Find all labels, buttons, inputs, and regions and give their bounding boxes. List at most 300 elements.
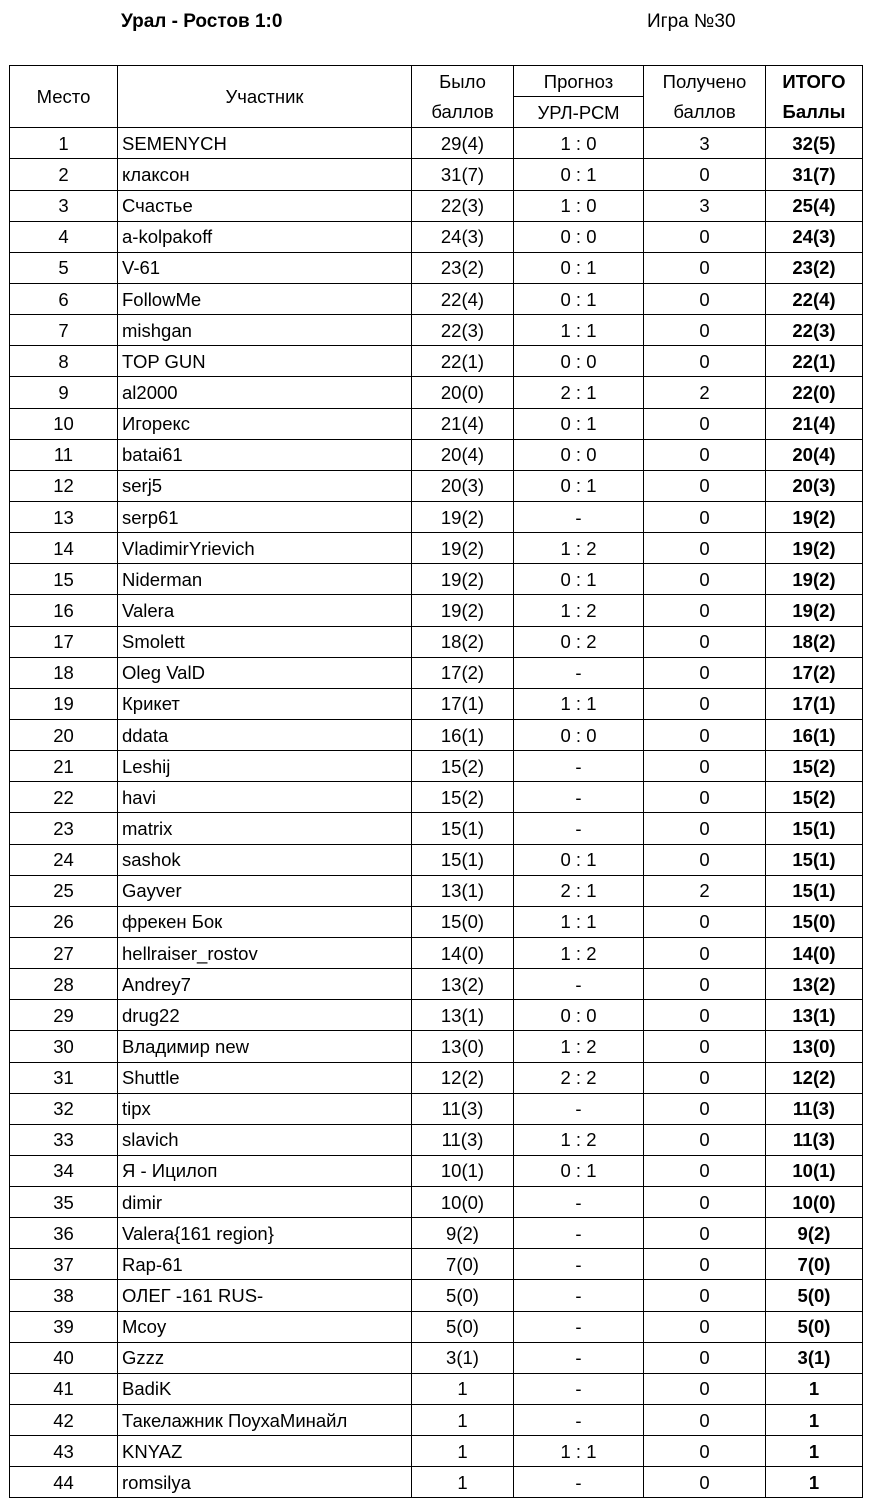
table-row (10, 564, 863, 595)
cell-received: 0 (644, 315, 766, 346)
cell-place: 9 (10, 377, 118, 408)
cell-was: 11(3) (412, 1093, 514, 1124)
cell-participant: Andrey7 (118, 969, 412, 1000)
cell-received: 0 (644, 283, 766, 314)
cell-participant: al2000 (118, 377, 412, 408)
table-row (10, 1311, 863, 1342)
cell-place: 12 (10, 470, 118, 501)
col-header-received-bottom: баллов (644, 97, 766, 128)
cell-total: 19(2) (766, 564, 863, 595)
col-header-received-top: Получено (644, 66, 766, 97)
cell-participant: SEMENYCH (118, 128, 412, 159)
cell-received: 0 (644, 470, 766, 501)
cell-received: 0 (644, 657, 766, 688)
cell-prediction: 1 : 2 (514, 1031, 644, 1062)
cell-was: 19(2) (412, 595, 514, 626)
cell-prediction: - (514, 657, 644, 688)
cell-received: 0 (644, 688, 766, 719)
cell-participant: KNYAZ (118, 1436, 412, 1467)
cell-prediction: 1 : 1 (514, 1436, 644, 1467)
cell-total: 7(0) (766, 1249, 863, 1280)
cell-was: 13(1) (412, 1000, 514, 1031)
cell-participant: havi (118, 782, 412, 813)
cell-total: 21(4) (766, 408, 863, 439)
cell-received: 0 (644, 1124, 766, 1155)
cell-participant: Valera (118, 595, 412, 626)
cell-place: 30 (10, 1031, 118, 1062)
cell-place: 33 (10, 1124, 118, 1155)
cell-prediction: - (514, 1405, 644, 1436)
cell-participant: Владимир new (118, 1031, 412, 1062)
cell-participant: VladimirYrievich (118, 533, 412, 564)
cell-total: 5(0) (766, 1311, 863, 1342)
cell-received: 0 (644, 626, 766, 657)
cell-place: 40 (10, 1342, 118, 1373)
cell-total: 11(3) (766, 1124, 863, 1155)
col-header-was-top: Было (412, 66, 514, 97)
cell-was: 1 (412, 1467, 514, 1498)
cell-received: 0 (644, 844, 766, 875)
col-header-total-top: ИТОГО (766, 66, 863, 97)
cell-was: 15(0) (412, 906, 514, 937)
cell-total: 15(0) (766, 906, 863, 937)
table-row (10, 937, 863, 968)
cell-received: 0 (644, 1311, 766, 1342)
cell-was: 5(0) (412, 1280, 514, 1311)
cell-received: 0 (644, 1405, 766, 1436)
cell-prediction: 2 : 1 (514, 875, 644, 906)
cell-place: 15 (10, 564, 118, 595)
cell-total: 13(2) (766, 969, 863, 1000)
table-row (10, 1031, 863, 1062)
table-row (10, 1062, 863, 1093)
cell-total: 1 (766, 1436, 863, 1467)
cell-place: 29 (10, 1000, 118, 1031)
cell-total: 16(1) (766, 719, 863, 750)
cell-received: 0 (644, 1467, 766, 1498)
cell-was: 22(4) (412, 283, 514, 314)
cell-prediction: - (514, 1187, 644, 1218)
cell-place: 3 (10, 190, 118, 221)
cell-place: 6 (10, 283, 118, 314)
table-row (10, 439, 863, 470)
cell-participant: Gzzz (118, 1342, 412, 1373)
table-row (10, 501, 863, 532)
cell-prediction: 1 : 1 (514, 688, 644, 719)
table-row (10, 1155, 863, 1186)
cell-was: 15(1) (412, 813, 514, 844)
cell-was: 7(0) (412, 1249, 514, 1280)
table-row (10, 969, 863, 1000)
cell-prediction: 2 : 1 (514, 377, 644, 408)
table-row (10, 1280, 863, 1311)
cell-place: 4 (10, 221, 118, 252)
table-row (10, 813, 863, 844)
cell-total: 3(1) (766, 1342, 863, 1373)
table-row (10, 408, 863, 439)
table-row (10, 688, 863, 719)
table-row (10, 1093, 863, 1124)
cell-place: 39 (10, 1311, 118, 1342)
cell-received: 0 (644, 501, 766, 532)
col-header-participant: Участник (118, 66, 412, 128)
cell-received: 0 (644, 1342, 766, 1373)
cell-total: 15(1) (766, 813, 863, 844)
cell-was: 24(3) (412, 221, 514, 252)
cell-total: 31(7) (766, 159, 863, 190)
cell-received: 0 (644, 1280, 766, 1311)
col-header-prediction-bottom: УРЛ-РСМ (514, 97, 644, 128)
cell-total: 17(1) (766, 688, 863, 719)
cell-place: 14 (10, 533, 118, 564)
cell-prediction: - (514, 1373, 644, 1404)
cell-total: 13(0) (766, 1031, 863, 1062)
table-row (10, 283, 863, 314)
cell-prediction: 1 : 2 (514, 595, 644, 626)
table-row (10, 221, 863, 252)
cell-received: 3 (644, 128, 766, 159)
cell-participant: hellraiser_rostov (118, 937, 412, 968)
cell-place: 28 (10, 969, 118, 1000)
cell-received: 0 (644, 595, 766, 626)
cell-place: 34 (10, 1155, 118, 1186)
table-row (10, 1373, 863, 1404)
cell-was: 20(0) (412, 377, 514, 408)
cell-received: 0 (644, 1000, 766, 1031)
cell-participant: TOP GUN (118, 346, 412, 377)
cell-participant: Mcoy (118, 1311, 412, 1342)
cell-received: 2 (644, 875, 766, 906)
cell-prediction: - (514, 1467, 644, 1498)
cell-prediction: 0 : 0 (514, 1000, 644, 1031)
cell-place: 18 (10, 657, 118, 688)
cell-total: 18(2) (766, 626, 863, 657)
cell-total: 22(3) (766, 315, 863, 346)
cell-place: 13 (10, 501, 118, 532)
cell-received: 0 (644, 751, 766, 782)
table-row (10, 315, 863, 346)
cell-participant: Oleg ValD (118, 657, 412, 688)
cell-prediction: - (514, 1093, 644, 1124)
cell-place: 31 (10, 1062, 118, 1093)
cell-participant: Smolett (118, 626, 412, 657)
cell-prediction: - (514, 782, 644, 813)
cell-place: 36 (10, 1218, 118, 1249)
cell-total: 22(4) (766, 283, 863, 314)
cell-participant: FollowMe (118, 283, 412, 314)
cell-total: 25(4) (766, 190, 863, 221)
table-row (10, 782, 863, 813)
cell-total: 5(0) (766, 1280, 863, 1311)
cell-received: 0 (644, 969, 766, 1000)
cell-total: 1 (766, 1373, 863, 1404)
cell-received: 0 (644, 1062, 766, 1093)
cell-place: 26 (10, 906, 118, 937)
cell-was: 10(0) (412, 1187, 514, 1218)
cell-place: 10 (10, 408, 118, 439)
table-row (10, 470, 863, 501)
cell-prediction: - (514, 969, 644, 1000)
cell-total: 15(1) (766, 844, 863, 875)
cell-total: 12(2) (766, 1062, 863, 1093)
cell-participant: serj5 (118, 470, 412, 501)
cell-place: 2 (10, 159, 118, 190)
cell-participant: romsilya (118, 1467, 412, 1498)
cell-received: 0 (644, 1373, 766, 1404)
table-row (10, 875, 863, 906)
table-header (10, 66, 863, 128)
table-row (10, 252, 863, 283)
cell-place: 44 (10, 1467, 118, 1498)
cell-place: 19 (10, 688, 118, 719)
cell-prediction: - (514, 1280, 644, 1311)
cell-place: 35 (10, 1187, 118, 1218)
match-title: Урал - Ростов 1:0 (121, 11, 283, 32)
cell-participant: клаксон (118, 159, 412, 190)
cell-was: 13(0) (412, 1031, 514, 1062)
cell-received: 0 (644, 1187, 766, 1218)
cell-prediction: - (514, 1249, 644, 1280)
cell-prediction: 0 : 0 (514, 719, 644, 750)
cell-received: 0 (644, 1436, 766, 1467)
cell-was: 15(2) (412, 782, 514, 813)
cell-prediction: 0 : 1 (514, 470, 644, 501)
table-row (10, 1405, 863, 1436)
cell-participant: Счастье (118, 190, 412, 221)
cell-was: 14(0) (412, 937, 514, 968)
cell-was: 1 (412, 1436, 514, 1467)
cell-participant: tipx (118, 1093, 412, 1124)
cell-participant: Я - Ицилоп (118, 1155, 412, 1186)
cell-received: 0 (644, 1218, 766, 1249)
cell-place: 24 (10, 844, 118, 875)
cell-total: 20(4) (766, 439, 863, 470)
cell-prediction: - (514, 813, 644, 844)
table-row (10, 1218, 863, 1249)
table-row (10, 377, 863, 408)
col-header-prediction-top: Прогноз (514, 66, 644, 97)
cell-was: 21(4) (412, 408, 514, 439)
cell-participant: Leshij (118, 751, 412, 782)
cell-received: 0 (644, 782, 766, 813)
cell-was: 19(2) (412, 564, 514, 595)
cell-prediction: 0 : 1 (514, 408, 644, 439)
standings-table (9, 65, 863, 1498)
cell-received: 0 (644, 937, 766, 968)
cell-total: 11(3) (766, 1093, 863, 1124)
cell-participant: Такелажник ПоухаМинайл (118, 1405, 412, 1436)
cell-participant: V-61 (118, 252, 412, 283)
cell-participant: Valera{161 region} (118, 1218, 412, 1249)
table-row (10, 906, 863, 937)
cell-prediction: 1 : 0 (514, 190, 644, 221)
cell-received: 0 (644, 533, 766, 564)
cell-prediction: 0 : 1 (514, 159, 644, 190)
cell-was: 13(2) (412, 969, 514, 1000)
cell-prediction: - (514, 1311, 644, 1342)
cell-received: 0 (644, 564, 766, 595)
cell-total: 9(2) (766, 1218, 863, 1249)
cell-was: 18(2) (412, 626, 514, 657)
cell-place: 21 (10, 751, 118, 782)
cell-total: 10(1) (766, 1155, 863, 1186)
cell-prediction: 0 : 1 (514, 564, 644, 595)
table-row (10, 751, 863, 782)
cell-was: 20(4) (412, 439, 514, 470)
cell-prediction: 0 : 1 (514, 844, 644, 875)
cell-received: 0 (644, 346, 766, 377)
cell-prediction: 0 : 0 (514, 221, 644, 252)
cell-received: 0 (644, 1249, 766, 1280)
cell-total: 24(3) (766, 221, 863, 252)
cell-participant: BadiK (118, 1373, 412, 1404)
cell-total: 19(2) (766, 501, 863, 532)
table-row (10, 159, 863, 190)
cell-was: 17(2) (412, 657, 514, 688)
cell-place: 27 (10, 937, 118, 968)
cell-total: 14(0) (766, 937, 863, 968)
table-row (10, 346, 863, 377)
cell-participant: matrix (118, 813, 412, 844)
cell-participant: Rap-61 (118, 1249, 412, 1280)
cell-received: 0 (644, 813, 766, 844)
cell-place: 8 (10, 346, 118, 377)
cell-was: 19(2) (412, 501, 514, 532)
cell-total: 15(1) (766, 875, 863, 906)
cell-was: 23(2) (412, 252, 514, 283)
cell-total: 22(1) (766, 346, 863, 377)
cell-participant: drug22 (118, 1000, 412, 1031)
cell-was: 29(4) (412, 128, 514, 159)
cell-received: 0 (644, 252, 766, 283)
cell-place: 37 (10, 1249, 118, 1280)
cell-prediction: 0 : 1 (514, 283, 644, 314)
cell-prediction: 1 : 2 (514, 937, 644, 968)
col-header-was-bottom: баллов (412, 97, 514, 128)
cell-prediction: 2 : 2 (514, 1062, 644, 1093)
cell-participant: sashok (118, 844, 412, 875)
cell-participant: Gayver (118, 875, 412, 906)
cell-prediction: 0 : 0 (514, 439, 644, 470)
cell-participant: batai61 (118, 439, 412, 470)
cell-prediction: 1 : 2 (514, 1124, 644, 1155)
cell-participant: Niderman (118, 564, 412, 595)
cell-prediction: 1 : 0 (514, 128, 644, 159)
cell-participant: a-kolpakoff (118, 221, 412, 252)
cell-place: 23 (10, 813, 118, 844)
cell-was: 10(1) (412, 1155, 514, 1186)
cell-was: 12(2) (412, 1062, 514, 1093)
col-header-total-bottom: Баллы (766, 97, 863, 128)
cell-total: 17(2) (766, 657, 863, 688)
cell-was: 22(3) (412, 190, 514, 221)
cell-place: 32 (10, 1093, 118, 1124)
cell-place: 7 (10, 315, 118, 346)
table-body (10, 128, 863, 1498)
game-number: Игра №30 (647, 11, 736, 32)
cell-received: 0 (644, 159, 766, 190)
table-row (10, 1342, 863, 1373)
cell-total: 19(2) (766, 533, 863, 564)
cell-place: 16 (10, 595, 118, 626)
cell-was: 22(3) (412, 315, 514, 346)
table-row (10, 1436, 863, 1467)
cell-was: 20(3) (412, 470, 514, 501)
cell-participant: dimir (118, 1187, 412, 1218)
table-row (10, 190, 863, 221)
cell-received: 0 (644, 719, 766, 750)
cell-was: 17(1) (412, 688, 514, 719)
cell-total: 15(2) (766, 782, 863, 813)
cell-received: 0 (644, 906, 766, 937)
cell-received: 0 (644, 221, 766, 252)
cell-participant: Игорекс (118, 408, 412, 439)
cell-prediction: - (514, 1342, 644, 1373)
cell-received: 3 (644, 190, 766, 221)
cell-prediction: 1 : 1 (514, 315, 644, 346)
cell-total: 20(3) (766, 470, 863, 501)
cell-was: 19(2) (412, 533, 514, 564)
cell-total: 10(0) (766, 1187, 863, 1218)
cell-was: 3(1) (412, 1342, 514, 1373)
cell-was: 1 (412, 1373, 514, 1404)
cell-prediction: 1 : 1 (514, 906, 644, 937)
cell-received: 0 (644, 439, 766, 470)
cell-received: 0 (644, 408, 766, 439)
cell-prediction: - (514, 1218, 644, 1249)
cell-place: 20 (10, 719, 118, 750)
cell-participant: serp61 (118, 501, 412, 532)
cell-participant: slavich (118, 1124, 412, 1155)
table-row (10, 1000, 863, 1031)
cell-was: 11(3) (412, 1124, 514, 1155)
cell-received: 0 (644, 1031, 766, 1062)
cell-prediction: - (514, 501, 644, 532)
cell-participant: Крикет (118, 688, 412, 719)
table-row (10, 1249, 863, 1280)
cell-participant: mishgan (118, 315, 412, 346)
cell-was: 15(2) (412, 751, 514, 782)
table-row (10, 533, 863, 564)
cell-prediction: 1 : 2 (514, 533, 644, 564)
cell-place: 11 (10, 439, 118, 470)
table-row (10, 719, 863, 750)
cell-prediction: 0 : 2 (514, 626, 644, 657)
cell-total: 1 (766, 1405, 863, 1436)
table-row (10, 626, 863, 657)
cell-total: 32(5) (766, 128, 863, 159)
cell-total: 23(2) (766, 252, 863, 283)
cell-participant: фрекен Бок (118, 906, 412, 937)
cell-prediction: - (514, 751, 644, 782)
cell-place: 41 (10, 1373, 118, 1404)
cell-place: 25 (10, 875, 118, 906)
cell-place: 5 (10, 252, 118, 283)
cell-was: 1 (412, 1405, 514, 1436)
cell-was: 13(1) (412, 875, 514, 906)
table-row (10, 1467, 863, 1498)
cell-was: 31(7) (412, 159, 514, 190)
cell-received: 2 (644, 377, 766, 408)
cell-total: 22(0) (766, 377, 863, 408)
cell-total: 1 (766, 1467, 863, 1498)
table-row (10, 595, 863, 626)
cell-total: 19(2) (766, 595, 863, 626)
cell-prediction: 0 : 1 (514, 1155, 644, 1186)
cell-place: 1 (10, 128, 118, 159)
table-row (10, 1187, 863, 1218)
cell-was: 22(1) (412, 346, 514, 377)
